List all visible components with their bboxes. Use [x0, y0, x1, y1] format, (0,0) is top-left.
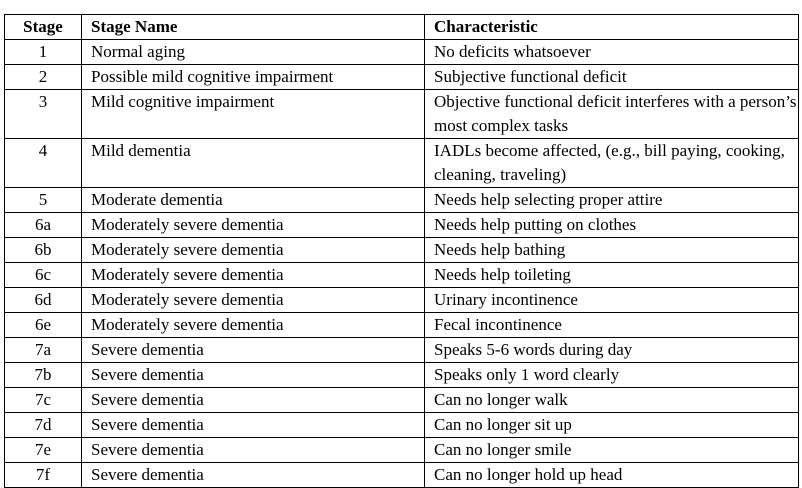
characteristic-cell: Can no longer walk: [425, 388, 799, 413]
header-characteristic: Characteristic: [425, 15, 799, 40]
table-row: [5, 263, 799, 288]
characteristic-cell: Needs help bathing: [425, 238, 799, 263]
stage-cell: 6d: [5, 288, 82, 313]
stage-cell: 7e: [5, 438, 82, 463]
stage-name-cell: Severe dementia: [82, 463, 425, 488]
stage-name-cell: Severe dementia: [82, 388, 425, 413]
table-row: [5, 188, 799, 213]
stage-name-cell: Mild dementia: [82, 139, 425, 188]
table-row: [5, 65, 799, 90]
stage-name-cell: Severe dementia: [82, 363, 425, 388]
stage-name-cell: Moderate dementia: [82, 188, 425, 213]
stage-cell: 4: [5, 139, 82, 188]
table-row: [5, 363, 799, 388]
table-row: [5, 238, 799, 263]
stage-cell: 5: [5, 188, 82, 213]
characteristic-cell: Subjective functional deficit: [425, 65, 799, 90]
stage-cell: 2: [5, 65, 82, 90]
stage-table: [4, 14, 799, 488]
stage-name-cell: Moderately severe dementia: [82, 238, 425, 263]
table-row: [5, 90, 799, 139]
stage-name-cell: Severe dementia: [82, 338, 425, 363]
stage-name-cell: Moderately severe dementia: [82, 263, 425, 288]
stage-name-cell: Moderately severe dementia: [82, 288, 425, 313]
stage-name-cell: Severe dementia: [82, 438, 425, 463]
stage-cell: 6b: [5, 238, 82, 263]
table-row: [5, 313, 799, 338]
table-row: [5, 40, 799, 65]
header-row: [5, 15, 799, 40]
stage-cell: 3: [5, 90, 82, 139]
characteristic-cell: Needs help putting on clothes: [425, 213, 799, 238]
characteristic-cell: Can no longer smile: [425, 438, 799, 463]
stage-name-cell: Moderately severe dementia: [82, 213, 425, 238]
stage-cell: 7d: [5, 413, 82, 438]
characteristic-cell: Fecal incontinence: [425, 313, 799, 338]
characteristic-cell: Can no longer hold up head: [425, 463, 799, 488]
table-row: [5, 139, 799, 188]
table-row: [5, 463, 799, 488]
characteristic-cell: Can no longer sit up: [425, 413, 799, 438]
stage-name-cell: Normal aging: [82, 40, 425, 65]
characteristic-cell: Speaks only 1 word clearly: [425, 363, 799, 388]
characteristic-cell: IADLs become affected, (e.g., bill paying, cooking, cleaning, traveling): [425, 139, 799, 188]
stage-cell: 7b: [5, 363, 82, 388]
characteristic-cell: Needs help toileting: [425, 263, 799, 288]
characteristic-cell: Objective functional deficit interferes with a person’s most complex tasks: [425, 90, 799, 139]
table-row: [5, 413, 799, 438]
characteristic-cell: Urinary incontinence: [425, 288, 799, 313]
stage-cell: 6e: [5, 313, 82, 338]
stage-cell: 1: [5, 40, 82, 65]
stage-name-cell: Moderately severe dementia: [82, 313, 425, 338]
characteristic-cell: No deficits whatsoever: [425, 40, 799, 65]
stage-name-cell: Possible mild cognitive impairment: [82, 65, 425, 90]
table-body: [5, 40, 799, 488]
table-row: [5, 388, 799, 413]
table-row: [5, 338, 799, 363]
characteristic-cell: Needs help selecting proper attire: [425, 188, 799, 213]
stage-name-cell: Mild cognitive impairment: [82, 90, 425, 139]
header-stage: Stage: [5, 15, 82, 40]
stage-name-cell: Severe dementia: [82, 413, 425, 438]
stage-cell: 6c: [5, 263, 82, 288]
stage-cell: 7f: [5, 463, 82, 488]
table-row: [5, 288, 799, 313]
header-stage-name: Stage Name: [82, 15, 425, 40]
table-row: [5, 213, 799, 238]
stage-cell: 6a: [5, 213, 82, 238]
stage-cell: 7a: [5, 338, 82, 363]
stage-cell: 7c: [5, 388, 82, 413]
characteristic-cell: Speaks 5-6 words during day: [425, 338, 799, 363]
table-row: [5, 438, 799, 463]
